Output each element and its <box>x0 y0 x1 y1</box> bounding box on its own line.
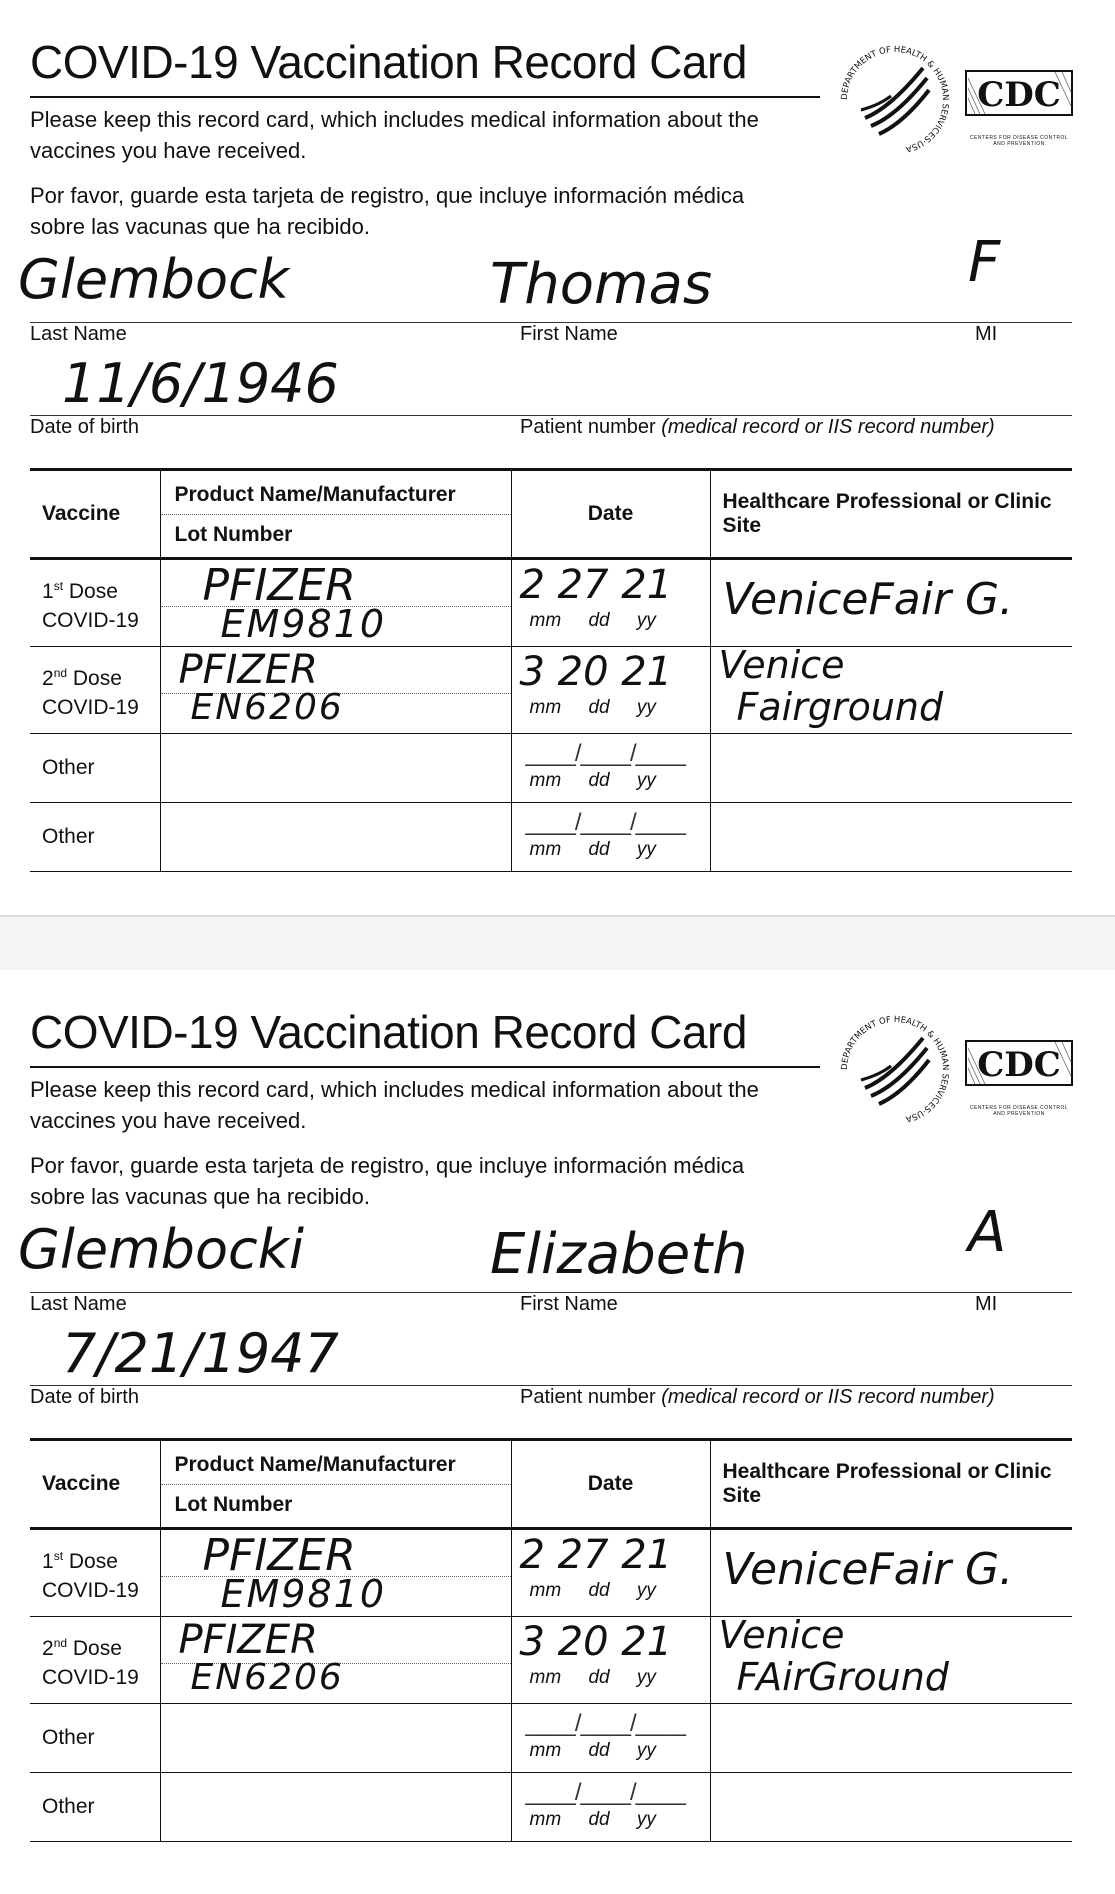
vaccine-table <box>30 468 1072 872</box>
first-name-label: First Name <box>520 323 618 345</box>
dose-2-lot: EN6206 <box>190 687 344 728</box>
other-1-date: ____/____/____ mm dd yy <box>511 1704 710 1773</box>
instructions-spanish: Por favor, guarde esta tarjeta de registro, que incluye información médica sobre las vacunas que ha recibido. <box>30 183 745 239</box>
other-row-1 <box>30 1704 1072 1773</box>
seal-text: DEPARTMENT OF HEALTH & HUMAN SERVICES·USA <box>839 44 951 154</box>
cdc-subtitle: CENTERS FOR DISEASE CONTROL AND PREVENTION <box>969 1105 1069 1117</box>
other-2-label: Other <box>30 803 160 872</box>
dose-1-lot: EM9810 <box>220 1572 387 1616</box>
dob-label: Date of birth <box>30 1386 139 1408</box>
first-name-value: Elizabeth <box>490 1222 748 1287</box>
other-1-label: Other <box>30 734 160 803</box>
dose-1-manufacturer: PFIZER <box>202 560 356 611</box>
other-2-product <box>160 803 511 872</box>
dose-row-1 <box>30 1529 1072 1617</box>
dose-2-lot: EN6206 <box>190 1657 344 1698</box>
cdc-subtitle: CENTERS FOR DISEASE CONTROL AND PREVENTION <box>969 135 1069 147</box>
dose-1-label: 1st Dose COVID-19 <box>30 1529 160 1617</box>
dose-1-label: 1st Dose COVID-19 <box>30 559 160 647</box>
other-2-label: Other <box>30 1773 160 1842</box>
dose-2-manufacturer: PFIZER <box>178 1617 318 1663</box>
first-name-value: Thomas <box>490 252 713 317</box>
dose-1-date: 2 27 21 mm dd yy <box>511 1529 710 1617</box>
other-1-site <box>710 1704 1072 1773</box>
hhs-seal-icon <box>835 1010 955 1130</box>
other-2-date: ____/____/____ mm dd yy <box>511 803 710 872</box>
other-row-1 <box>30 734 1072 803</box>
other-1-product <box>160 734 511 803</box>
dose-2-date: 3 20 21 mm dd yy <box>511 647 710 734</box>
card-title: COVID-19 Vaccination Record Card <box>30 36 747 88</box>
instructions-spanish: Por favor, guarde esta tarjeta de registro, que incluye información médica sobre las vacunas que ha recibido. <box>30 1153 745 1209</box>
dose-2-label: 2nd Dose COVID-19 <box>30 1617 160 1704</box>
other-row-2 <box>30 1773 1072 1842</box>
title-rule <box>30 96 820 98</box>
last-name-label: Last Name <box>30 323 127 345</box>
dose-1-lot: EM9810 <box>220 602 387 646</box>
instructions-english: Please keep this record card, which includes medical information about the vaccines you have received. <box>30 107 759 163</box>
dose-row-2 <box>30 647 1072 734</box>
dose-1-product <box>160 1529 511 1617</box>
dose-2-date: 3 20 21 mm dd yy <box>511 1617 710 1704</box>
vaccination-card-2 <box>0 970 1115 1870</box>
cdc-logo <box>965 1040 1073 1117</box>
dob-value: 11/6/1946 <box>62 352 339 415</box>
other-row-2 <box>30 803 1072 872</box>
dob-value: 7/21/1947 <box>62 1322 339 1385</box>
dose-1-site: VeniceFair G. <box>710 559 1072 647</box>
header-vaccine: Vaccine <box>30 470 160 559</box>
seal-text: DEPARTMENT OF HEALTH & HUMAN SERVICES·USA <box>839 1014 951 1124</box>
other-2-site <box>710 803 1072 872</box>
dose-1-site: VeniceFair G. <box>710 1529 1072 1617</box>
dose-2-manufacturer: PFIZER <box>178 647 318 693</box>
patient-number-label: Patient number (medical record or IIS record number) <box>520 1386 995 1408</box>
dose-2-site: Venice FAirGround <box>710 1617 1072 1704</box>
cdc-logo-text: CDC <box>977 1045 1061 1085</box>
other-1-label: Other <box>30 1704 160 1773</box>
header-date: Date <box>511 1440 710 1529</box>
header-site: Healthcare Professional or Clinic Site <box>710 1440 1072 1529</box>
other-2-product <box>160 1773 511 1842</box>
dose-2-product <box>160 647 511 734</box>
cdc-logo-text: CDC <box>977 75 1061 115</box>
title-rule <box>30 1066 820 1068</box>
dose-1-manufacturer: PFIZER <box>202 1530 356 1581</box>
other-2-date: ____/____/____ mm dd yy <box>511 1773 710 1842</box>
other-1-product <box>160 1704 511 1773</box>
dose-1-date: 2 27 21 mm dd yy <box>511 559 710 647</box>
dose-1-product <box>160 559 511 647</box>
header-site: Healthcare Professional or Clinic Site <box>710 470 1072 559</box>
header-product: Product Name/Manufacturer Lot Number <box>160 470 511 559</box>
first-name-label: First Name <box>520 1293 618 1315</box>
middle-initial-value: F <box>968 230 1001 295</box>
dose-row-2 <box>30 1617 1072 1704</box>
header-vaccine: Vaccine <box>30 1440 160 1529</box>
dose-2-label: 2nd Dose COVID-19 <box>30 647 160 734</box>
card-title: COVID-19 Vaccination Record Card <box>30 1006 747 1058</box>
middle-initial-value: A <box>968 1200 1007 1265</box>
other-1-site <box>710 734 1072 803</box>
cdc-logo <box>965 70 1073 147</box>
hhs-seal-icon <box>835 40 955 160</box>
other-2-site <box>710 1773 1072 1842</box>
header-product: Product Name/Manufacturer Lot Number <box>160 1440 511 1529</box>
card-separator <box>0 915 1115 974</box>
dose-2-product <box>160 1617 511 1704</box>
patient-number-label: Patient number (medical record or IIS record number) <box>520 416 995 438</box>
dose-2-site: Venice Fairground <box>710 647 1072 734</box>
vaccination-card-1 <box>0 0 1115 915</box>
dob-label: Date of birth <box>30 416 139 438</box>
dose-row-1 <box>30 559 1072 647</box>
last-name-value: Glembock <box>18 248 289 311</box>
mi-label: MI <box>975 1293 998 1315</box>
last-name-value: Glembocki <box>18 1218 304 1281</box>
last-name-label: Last Name <box>30 1293 127 1315</box>
instructions-english: Please keep this record card, which includes medical information about the vaccines you have received. <box>30 1077 759 1133</box>
header-date: Date <box>511 470 710 559</box>
other-1-date: ____/____/____ mm dd yy <box>511 734 710 803</box>
mi-label: MI <box>975 323 998 345</box>
vaccine-table <box>30 1438 1072 1842</box>
